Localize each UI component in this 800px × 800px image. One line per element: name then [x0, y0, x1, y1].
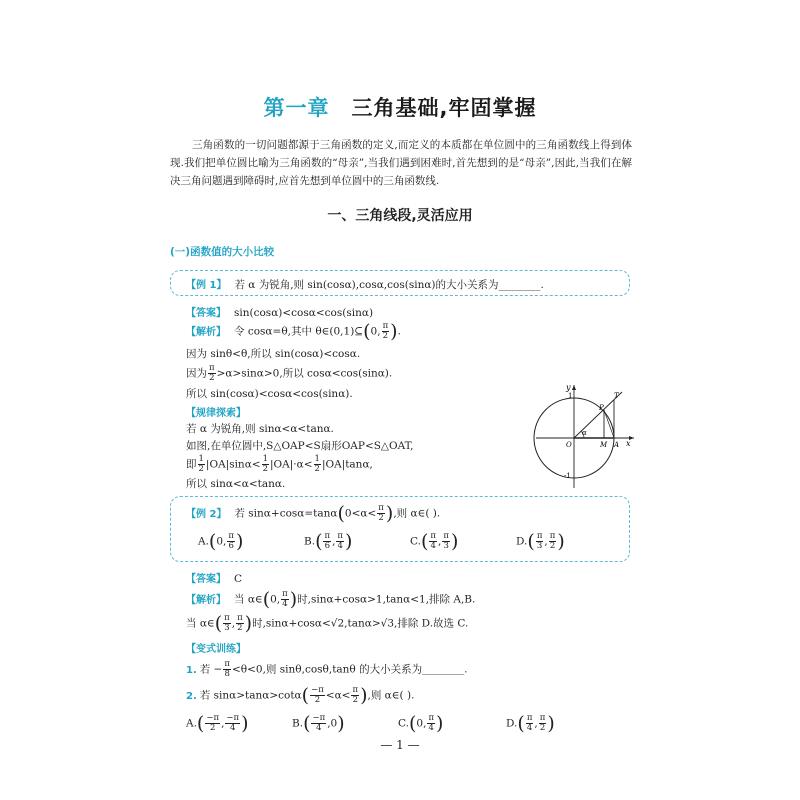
tick-neg-one-label: -1	[564, 472, 571, 480]
fraction: $\frac{1}{2}$	[198, 454, 204, 474]
example-1-question: 【例 1】 若 α 为锐角,则 sin(cosα),cosα,cos(sinα)的大小关系为________.	[186, 279, 544, 291]
x-axis-label: x	[626, 439, 631, 448]
example-2-label: 【例 2】	[186, 508, 227, 520]
variant-option-a: A.( $\frac{-\pi}{2}$ , $\frac{-\pi}{4}$ )	[186, 712, 249, 735]
example-2-analysis-line-2: 当 α∈( $\frac{\pi}{3}$ , $\frac{\pi}{2}$ )时,sinα+cosα<√2,tanα>√3,排除 D.故选 C.	[186, 612, 469, 635]
fraction: $\frac{1}{2}$	[314, 454, 320, 474]
example-2-answer: 【答案】 C	[186, 573, 243, 585]
point-p-label: P	[599, 404, 604, 412]
chapter-title	[0, 92, 800, 122]
variant-option-c: C.(0, $\frac{\pi}{4}$ )	[398, 712, 444, 735]
example-2-analysis-line-1: 【解析】 当 α∈(0, $\frac{\pi}{4}$ )时,sinα+cosα>1,tanα<1,排除 A,B.	[186, 588, 476, 611]
example-2-option-c: C.( $\frac{\pi}{4}$ , $\frac{\pi}{3}$ )	[410, 530, 459, 553]
example-2-option-a: A.(0, $\frac{\pi}{6}$ )	[198, 530, 244, 553]
angle-alpha-label: α	[582, 429, 587, 437]
variant-question-1: 1. 若 − $\frac{\pi}{8}$ <θ<0,则 sinθ,cosθ,tanθ 的大小关系为________.	[186, 659, 468, 679]
rule-line-3: 即 $\frac{1}{2}$ |OA|sinα< $\frac{1}{2}$ |OA|·α< $\frac{1}{2}$ |OA|tanα,	[186, 454, 373, 474]
fraction: $\frac{\pi}{2}$	[382, 321, 389, 341]
subsection-heading: (一)函数值的大小比较	[170, 246, 275, 258]
rule-label: 【规律探索】	[186, 408, 246, 419]
y-axis-label: y	[566, 383, 571, 392]
example-2-option-b: B.( $\frac{\pi}{6}$ , $\frac{\pi}{4}$ )	[304, 530, 353, 553]
point-t-label: T	[614, 392, 619, 400]
variant-option-d: D.( $\frac{\pi}{4}$ , $\frac{\pi}{2}$ )	[506, 712, 555, 735]
variant-option-b: B.( $\frac{-\pi}{4}$ ,0)	[292, 712, 345, 735]
rule-line-4: 所以 sinα<α<tanα.	[186, 478, 286, 490]
variant-label: 【变式训练】	[186, 644, 246, 655]
rule-line-1: 若 α 为锐角,则 sinα<α<tanα.	[186, 423, 334, 435]
section-title: 一、三角线段,灵活应用	[327, 208, 473, 224]
example-1-analysis-line-1: 【解析】 令 cosα=θ,其中 θ∈(0,1)⊆(0, $\frac{\pi}{2}$ ).	[186, 320, 401, 343]
intro-paragraph: 三角函数的一切问题都源于三角函数的定义,而定义的本质都在单位圆中的三角函数线上得到体现.我们把单位圆比喻为三角函数的“母亲”,当我们遇到困难时,首先想到的是“母亲”,因此,当我们在解决三角问题遇到障碍时,应首先想到单位圆中的三角函数线.	[170, 139, 632, 187]
page-number: — 1 —	[380, 738, 420, 752]
origin-label: O	[566, 441, 572, 449]
point-a-label: A	[614, 441, 620, 449]
example-1-analysis-line-2: 因为 sinθ<θ,所以 sin(cosα)<cosα.	[186, 348, 361, 360]
example-2-option-d: D.( $\frac{\pi}{3}$ , $\frac{\pi}{2}$ )	[516, 530, 565, 553]
fraction: $\frac{\pi}{2}$	[209, 363, 215, 383]
variant-question-2: 2. 若 sinα>tanα>cotα( $\frac{-\pi}{2}$ <α< $\frac{\pi}{2}$ ),则 α∈( ).	[186, 684, 415, 707]
example-1-answer: 【答案】 sin(cosα)<cosα<cos(sinα)	[186, 307, 374, 319]
fraction: $\frac{\pi}{2}$	[378, 503, 384, 523]
example-1-analysis-line-4: 所以 sin(cosα)<cosα<cos(sinα).	[186, 388, 353, 400]
point-m-label: M	[600, 441, 608, 449]
example-1-analysis-line-3: 因为 $\frac{\pi}{2}$ >α>sinα>0,所以 cosα<cos(sinα).	[186, 363, 393, 383]
rule-line-2: 如图,在单位圆中,S△OAP<S扇形OAP<S△OAT,	[186, 440, 414, 452]
chapter-number: 第一章	[263, 95, 330, 120]
chapter-name: 三角基础,牢固掌握	[351, 96, 537, 120]
tick-one-label: 1	[568, 392, 573, 400]
example-1-label: 【例 1】	[186, 280, 227, 291]
unit-circle-diagram	[530, 380, 640, 490]
example-2-question: 【例 2】 若 sinα+cosα=tanα(0<α< $\frac{\pi}{2}$ ),则 α∈( ).	[186, 502, 441, 525]
fraction: $\frac{1}{2}$	[262, 454, 269, 474]
